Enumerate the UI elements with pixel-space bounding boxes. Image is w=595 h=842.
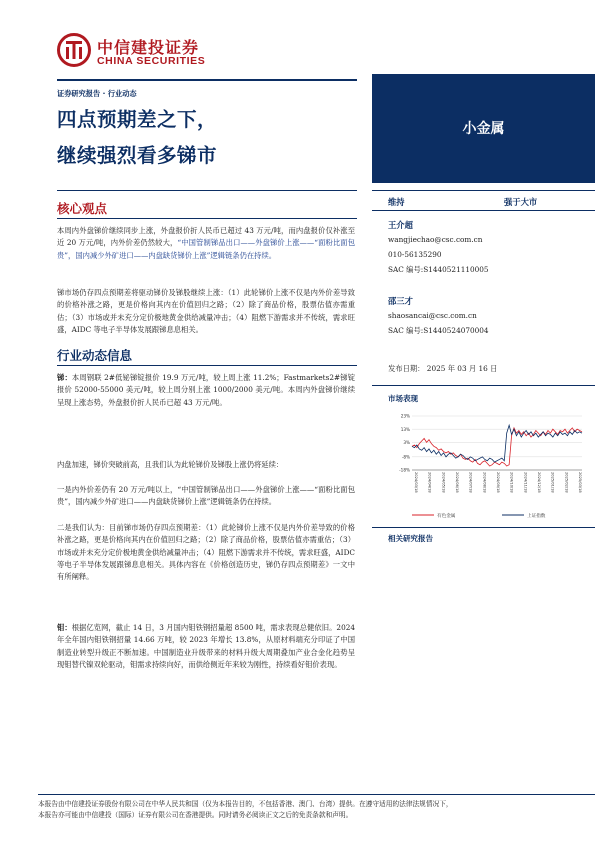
molybdenum-lead: 钼：	[57, 623, 72, 632]
x-tick-label: 2024/03/18	[414, 472, 418, 493]
antimony-lead: 锑：	[57, 373, 72, 382]
x-tick-label: 2025/03/18	[578, 472, 582, 493]
legend-label: 上证指数	[527, 514, 546, 519]
industry-dynamics-divider	[57, 365, 357, 366]
analyst-1-name: 王介超	[388, 220, 413, 230]
industry-dynamics-title: 行业动态信息	[57, 348, 133, 363]
core-view-paragraph	[57, 225, 355, 262]
sector-name: 小金属	[462, 121, 505, 137]
rating-top-divider	[372, 190, 595, 191]
core-view-title: 核心观点	[57, 201, 108, 216]
analyst-1-email[interactable]: wangjiechao@csc.com.cn	[388, 235, 483, 244]
rating-value: 强于大市	[504, 197, 538, 207]
analyst-1-phone: 010-56135290	[388, 250, 442, 259]
antimony-text-1: 本周钢联 2#低铋锑锭报价 19.9 万元/吨，较上周上涨 11.2%；Fastmarkets2#锑锭报价 52000-55000 美元/吨，较上周分别上涨 1000/2000 美元/吨。本周内外盘锑价继续呈现上涨态势，外盘报价折人民币已超 43 万元/吨。	[57, 373, 355, 407]
headline-divider	[57, 190, 357, 191]
y-tick-label: 13%	[400, 426, 410, 432]
rating-bottom-divider	[372, 210, 595, 211]
y-tick-label: -18%	[399, 467, 410, 473]
x-tick-label: 2024/10/18	[509, 472, 514, 493]
analyst-2-sac: SAC 编号:S1440524070004	[388, 326, 489, 335]
x-tick-label: 2024/12/18	[537, 472, 541, 493]
analyst-1-sac: SAC 编号:S1440521110005	[388, 265, 489, 274]
antimony-paragraph-1	[57, 372, 355, 409]
x-tick-label: 2025/01/18	[550, 472, 555, 493]
company-logo	[57, 29, 217, 73]
core-view-paragraph-2: 锑市场仍存四点预期差将驱动锑价及锑股继续上涨：（1）此轮锑价上涨不仅是内外价差导致的价格补涨之路，更是价格向其内在价值回归之路；（2）除了商品价格，股票估值亦需重估；（3）市场或并未充分定价极地黄金供给减量冲击；（4）阻燃下游需求并不传统，需求旺盛，AIDC 等电子半导体发展跟锑息息相关。	[57, 288, 355, 335]
x-tick-label: 2024/09/18	[496, 472, 500, 493]
brand-name-cn: 中信建投证券	[97, 38, 200, 57]
antimony-paragraph-4: 二是我们认为：目前锑市场仍存四点预期差：（1）此轮锑价上涨不仅是内外价差导致的价格补涨之路，更是价格向其内在价值回归之路；（2）除了商品价格，股票估值亦需重估；（3）市场或并未充分定价极地黄金供给减量冲击；（4）阻燃下游需求并不传统，需求旺盛，AIDC 等电子半导体发展跟锑息息相关。具体内容在《价格创造历史，锑仍存四点预期差》一文中有所阐释。	[57, 523, 355, 582]
header-divider	[57, 79, 357, 81]
legend-label: 有色金属	[437, 514, 456, 519]
y-tick-label: 3%	[403, 439, 410, 445]
x-tick-label: 2024/07/18	[468, 472, 473, 493]
disclaimer-line-2: 本报告亦可能由中信建投（国际）证券有限公司在香港提供。同时请务必阅读正文之后的免责条款和声明。	[38, 811, 353, 819]
x-tick-label: 2024/11/18	[523, 472, 528, 493]
x-tick-label: 2024/04/18	[427, 472, 432, 493]
molybdenum-text: 根据亿览网，截止 14 日，3 月国内钼铁钢招量超 8500 吨，需求表现总健依旧。2024 年全年国内钼铁钢招量 14.66 万吨，较 2023 年增长 13.8%，从原材料端充分印证了中国制造业转型升级正不断加速。中国制造业升级带来的材料升级大周期叠加产业合金化趋势呈现钼替代镍双轮驱动，钼需求持续向好，而供给侧近年来较为刚性，持续看好钼价表现。	[57, 623, 356, 670]
related-research-title: 相关研究报告	[388, 534, 433, 543]
brand-name-en: CHINA SECURITIES	[97, 55, 206, 67]
x-tick-label: 2024/06/18	[455, 472, 459, 493]
x-tick-label: 2024/05/18	[441, 472, 446, 493]
report-type: 证券研究报告 · 行业动态	[57, 89, 137, 98]
analyst-2-email[interactable]: shaosancai@csc.com.cn	[388, 311, 477, 320]
headline-line-2: 继续强烈看多锑市	[57, 144, 218, 167]
market-divider	[372, 385, 595, 386]
y-tick-label: 23%	[400, 413, 410, 419]
y-tick-label: -8%	[401, 454, 410, 460]
core-view-logic-chain: “中国管制锑品出口——外盘锑价上涨——“面粉比面包贵”，国内减少外矿进口——内盘缺货锑价上涨”逻辑链条仍在持续。	[57, 238, 355, 260]
analyst-2-name: 邵三才	[388, 296, 413, 306]
series-line-nonferrous	[412, 428, 582, 466]
disclaimer-line-1: 本报告由中信建投证券股份有限公司在中华人民共和国（仅为本报告目的，不包括香港、澳门、台湾）提供。在遵守适用的法律法规情况下，	[38, 800, 453, 808]
market-performance-title: 市场表现	[388, 394, 418, 403]
rating-label: 维持	[388, 197, 405, 207]
molybdenum-paragraph	[57, 622, 355, 671]
core-view-divider	[57, 218, 357, 219]
market-performance-chart	[388, 412, 588, 524]
headline-line-1: 四点预期差之下，	[57, 108, 218, 131]
publish-date: 发布日期： 2025 年 03 月 16 日	[388, 364, 498, 373]
antimony-paragraph-2: 内盘加速，锑价突破前高，且我们认为此轮锑价及锑股上涨仍将延续：	[57, 460, 284, 469]
antimony-paragraph-3: 一是内外价差仍有 20 万元/吨以上，“中国管制锑品出口——外盘锑价上涨——“面粉比面包贵”，国内减少外矿进口——内盘缺货锑价上涨”逻辑链条仍在持续。	[57, 485, 355, 507]
core-view-text: 本周内外盘锑价继续同步上涨，外盘报价折人民币已超过 43 万元/吨，而内盘报价仅补涨至近 20 万元/吨，内外价差仍然较大，	[57, 226, 355, 248]
series-line-sse-index	[412, 425, 582, 462]
related-divider	[372, 527, 595, 528]
footer-divider	[38, 794, 595, 795]
x-tick-label: 2025/02/18	[564, 472, 569, 493]
x-tick-label: 2024/08/18	[482, 472, 487, 493]
citic-logo-icon	[57, 33, 91, 67]
